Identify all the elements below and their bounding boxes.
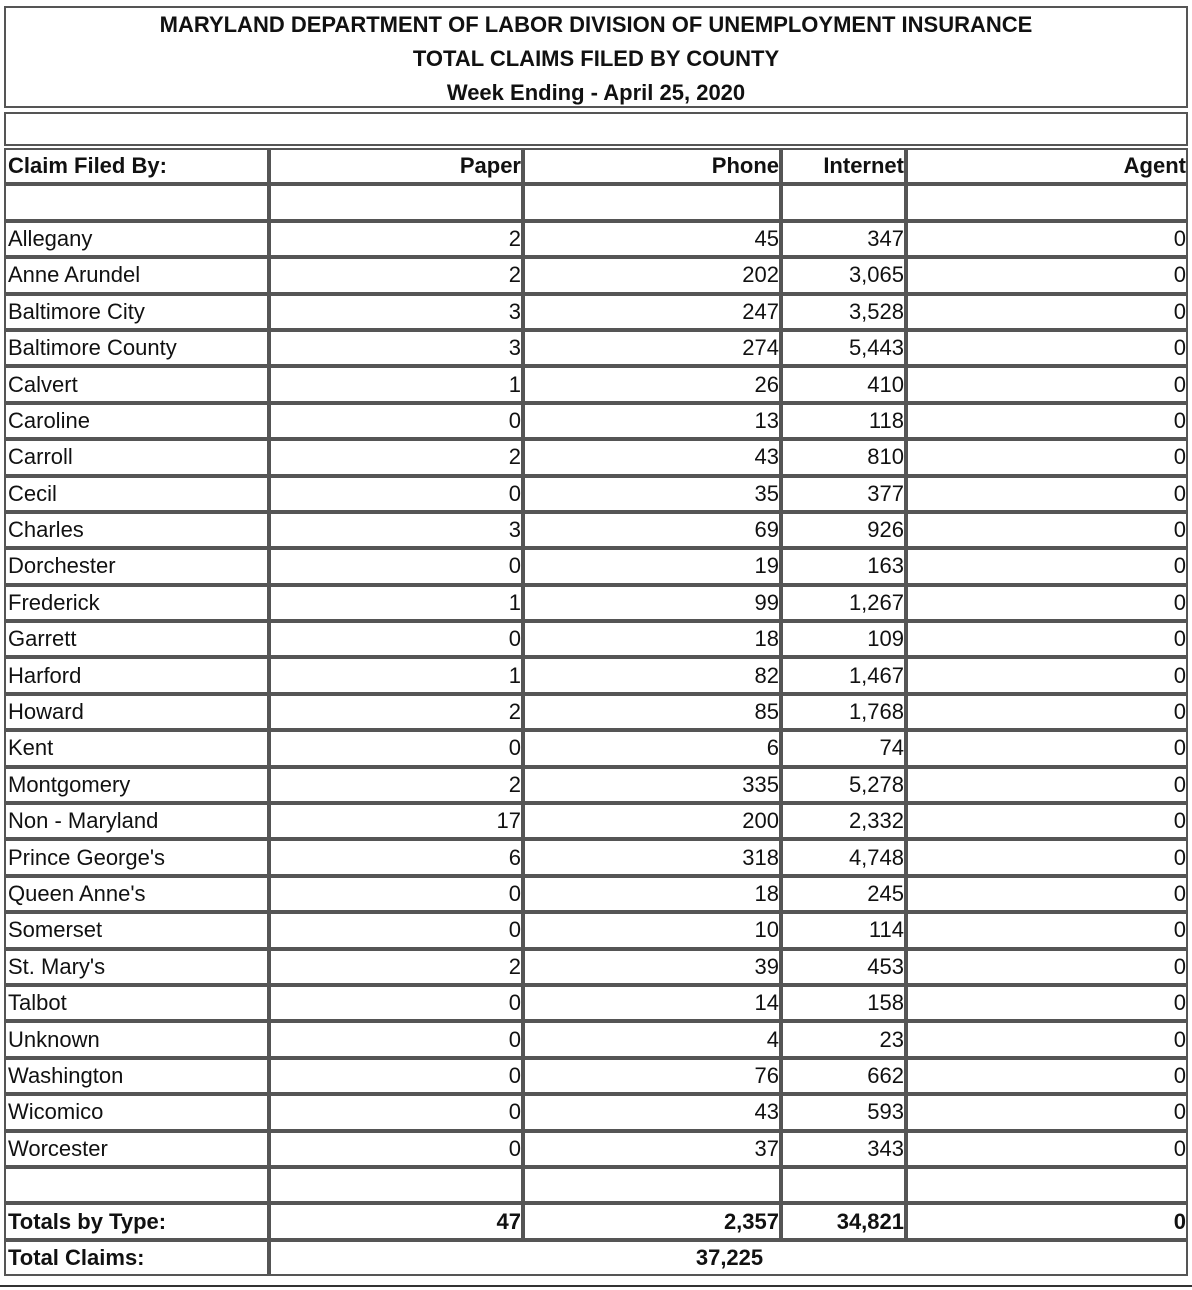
table-row <box>4 512 1188 548</box>
blank-cell <box>781 184 906 220</box>
paper-count: 0 <box>269 1131 523 1167</box>
paper-count: 0 <box>269 985 523 1021</box>
internet-count: 23 <box>781 1021 906 1057</box>
table-row <box>4 730 1188 766</box>
county-name: Worcester <box>4 1131 269 1167</box>
agent-count: 0 <box>906 512 1188 548</box>
phone-count: 14 <box>523 985 781 1021</box>
phone-count: 43 <box>523 439 781 475</box>
paper-count: 1 <box>269 585 523 621</box>
county-name: Baltimore City <box>4 294 269 330</box>
county-name: Cecil <box>4 476 269 512</box>
paper-count: 0 <box>269 548 523 584</box>
internet-count: 810 <box>781 439 906 475</box>
county-name: Somerset <box>4 912 269 948</box>
paper-count: 17 <box>269 803 523 839</box>
agent-count: 0 <box>906 621 1188 657</box>
county-name: Frederick <box>4 585 269 621</box>
agent-count: 0 <box>906 366 1188 402</box>
bottom-divider <box>0 1285 1192 1287</box>
county-name: Unknown <box>4 1021 269 1057</box>
phone-count: 4 <box>523 1021 781 1057</box>
internet-count: 1,768 <box>781 694 906 730</box>
table-row <box>4 767 1188 803</box>
phone-count: 247 <box>523 294 781 330</box>
blank-row <box>4 1167 1188 1203</box>
table-row <box>4 803 1188 839</box>
paper-count: 2 <box>269 949 523 985</box>
agent-count: 0 <box>906 985 1188 1021</box>
phone-count: 13 <box>523 403 781 439</box>
agent-count: 0 <box>906 730 1188 766</box>
paper-count: 0 <box>269 476 523 512</box>
paper-count: 0 <box>269 403 523 439</box>
total-internet: 34,821 <box>781 1203 906 1239</box>
paper-count: 6 <box>269 839 523 875</box>
county-name: Montgomery <box>4 767 269 803</box>
paper-count: 2 <box>269 694 523 730</box>
paper-count: 0 <box>269 621 523 657</box>
blank-cell <box>269 1167 523 1203</box>
blank-cell <box>523 1167 781 1203</box>
phone-count: 26 <box>523 366 781 402</box>
blank-cell <box>269 184 523 220</box>
paper-count: 0 <box>269 1094 523 1130</box>
total-claims-label: Total Claims: <box>4 1240 269 1276</box>
internet-count: 926 <box>781 512 906 548</box>
internet-count: 74 <box>781 730 906 766</box>
phone-count: 39 <box>523 949 781 985</box>
agent-count: 0 <box>906 839 1188 875</box>
county-name: Kent <box>4 730 269 766</box>
county-name: Carroll <box>4 439 269 475</box>
column-header-row <box>4 148 1188 184</box>
claims-table <box>4 148 1188 1276</box>
agent-count: 0 <box>906 257 1188 293</box>
county-name: St. Mary's <box>4 949 269 985</box>
county-name: Washington <box>4 1058 269 1094</box>
agent-count: 0 <box>906 657 1188 693</box>
paper-count: 2 <box>269 439 523 475</box>
phone-count: 82 <box>523 657 781 693</box>
agent-count: 0 <box>906 294 1188 330</box>
report-header <box>4 6 1188 108</box>
table-row <box>4 403 1188 439</box>
total-agent: 0 <box>906 1203 1188 1239</box>
paper-count: 0 <box>269 876 523 912</box>
county-name: Queen Anne's <box>4 876 269 912</box>
internet-count: 1,267 <box>781 585 906 621</box>
internet-count: 109 <box>781 621 906 657</box>
internet-count: 343 <box>781 1131 906 1167</box>
county-name: Harford <box>4 657 269 693</box>
agent-count: 0 <box>906 876 1188 912</box>
agent-count: 0 <box>906 439 1188 475</box>
col-header-phone: Phone <box>523 148 781 184</box>
county-name: Garrett <box>4 621 269 657</box>
table-row <box>4 585 1188 621</box>
internet-count: 1,467 <box>781 657 906 693</box>
report-title: MARYLAND DEPARTMENT OF LABOR DIVISION OF UNEMPLOYMENT INSURANCE <box>159 12 1033 37</box>
internet-count: 410 <box>781 366 906 402</box>
internet-count: 118 <box>781 403 906 439</box>
county-name: Calvert <box>4 366 269 402</box>
phone-count: 274 <box>523 330 781 366</box>
paper-count: 1 <box>269 366 523 402</box>
phone-count: 45 <box>523 221 781 257</box>
agent-count: 0 <box>906 1058 1188 1094</box>
blank-cell <box>906 184 1188 220</box>
blank-cell <box>4 184 269 220</box>
paper-count: 3 <box>269 294 523 330</box>
table-row <box>4 839 1188 875</box>
phone-count: 202 <box>523 257 781 293</box>
agent-count: 0 <box>906 476 1188 512</box>
internet-count: 163 <box>781 548 906 584</box>
spacer-bar <box>4 112 1188 146</box>
internet-count: 158 <box>781 985 906 1021</box>
table-row <box>4 476 1188 512</box>
table-row <box>4 621 1188 657</box>
report-week-ending: Week Ending - April 25, 2020 <box>446 80 746 105</box>
county-name: Non - Maryland <box>4 803 269 839</box>
paper-count: 0 <box>269 912 523 948</box>
county-name: Charles <box>4 512 269 548</box>
phone-count: 43 <box>523 1094 781 1130</box>
paper-count: 2 <box>269 257 523 293</box>
county-name: Dorchester <box>4 548 269 584</box>
phone-count: 85 <box>523 694 781 730</box>
phone-count: 37 <box>523 1131 781 1167</box>
table-row <box>4 1021 1188 1057</box>
phone-count: 200 <box>523 803 781 839</box>
county-name: Caroline <box>4 403 269 439</box>
phone-count: 6 <box>523 730 781 766</box>
phone-count: 19 <box>523 548 781 584</box>
blank-cell <box>781 1167 906 1203</box>
blank-cell <box>906 1167 1188 1203</box>
table-row <box>4 985 1188 1021</box>
agent-count: 0 <box>906 803 1188 839</box>
table-row <box>4 912 1188 948</box>
internet-count: 453 <box>781 949 906 985</box>
internet-count: 347 <box>781 221 906 257</box>
paper-count: 0 <box>269 730 523 766</box>
blank-row <box>4 184 1188 220</box>
table-row <box>4 294 1188 330</box>
table-row <box>4 221 1188 257</box>
total-phone: 2,357 <box>523 1203 781 1239</box>
paper-count: 0 <box>269 1058 523 1094</box>
internet-count: 3,528 <box>781 294 906 330</box>
agent-count: 0 <box>906 585 1188 621</box>
phone-count: 69 <box>523 512 781 548</box>
county-name: Howard <box>4 694 269 730</box>
blank-cell <box>523 184 781 220</box>
paper-count: 0 <box>269 1021 523 1057</box>
agent-count: 0 <box>906 330 1188 366</box>
county-name: Allegany <box>4 221 269 257</box>
agent-count: 0 <box>906 694 1188 730</box>
internet-count: 593 <box>781 1094 906 1130</box>
agent-count: 0 <box>906 912 1188 948</box>
table-row <box>4 657 1188 693</box>
agent-count: 0 <box>906 1021 1188 1057</box>
table-row <box>4 330 1188 366</box>
internet-count: 662 <box>781 1058 906 1094</box>
internet-count: 5,278 <box>781 767 906 803</box>
agent-count: 0 <box>906 403 1188 439</box>
phone-count: 318 <box>523 839 781 875</box>
agent-count: 0 <box>906 1131 1188 1167</box>
county-name: Prince George's <box>4 839 269 875</box>
county-name: Baltimore County <box>4 330 269 366</box>
phone-count: 18 <box>523 621 781 657</box>
phone-count: 99 <box>523 585 781 621</box>
claims-report <box>4 6 1188 1276</box>
table-row <box>4 257 1188 293</box>
table-row <box>4 694 1188 730</box>
agent-count: 0 <box>906 767 1188 803</box>
county-name: Talbot <box>4 985 269 1021</box>
phone-count: 76 <box>523 1058 781 1094</box>
blank-cell <box>4 1167 269 1203</box>
phone-count: 18 <box>523 876 781 912</box>
table-row <box>4 548 1188 584</box>
internet-count: 3,065 <box>781 257 906 293</box>
internet-count: 114 <box>781 912 906 948</box>
internet-count: 4,748 <box>781 839 906 875</box>
agent-count: 0 <box>906 949 1188 985</box>
phone-count: 10 <box>523 912 781 948</box>
col-header-paper: Paper <box>269 148 523 184</box>
paper-count: 2 <box>269 221 523 257</box>
total-claims-row <box>4 1240 1188 1276</box>
table-row <box>4 1058 1188 1094</box>
phone-count: 335 <box>523 767 781 803</box>
table-row <box>4 366 1188 402</box>
paper-count: 2 <box>269 767 523 803</box>
col-header-claim-filed-by: Claim Filed By: <box>4 148 269 184</box>
totals-row <box>4 1203 1188 1239</box>
paper-count: 3 <box>269 330 523 366</box>
table-row <box>4 876 1188 912</box>
internet-count: 2,332 <box>781 803 906 839</box>
total-claims-value: 37,225 <box>269 1240 1188 1276</box>
totals-label: Totals by Type: <box>4 1203 269 1239</box>
col-header-agent: Agent <box>906 148 1188 184</box>
paper-count: 3 <box>269 512 523 548</box>
col-header-internet: Internet <box>781 148 906 184</box>
table-row <box>4 439 1188 475</box>
county-name: Anne Arundel <box>4 257 269 293</box>
internet-count: 5,443 <box>781 330 906 366</box>
report-subtitle: TOTAL CLAIMS FILED BY COUNTY <box>412 46 780 71</box>
agent-count: 0 <box>906 548 1188 584</box>
table-row <box>4 949 1188 985</box>
claims-table-body <box>4 148 1188 1276</box>
table-row <box>4 1094 1188 1130</box>
agent-count: 0 <box>906 1094 1188 1130</box>
paper-count: 1 <box>269 657 523 693</box>
internet-count: 245 <box>781 876 906 912</box>
county-name: Wicomico <box>4 1094 269 1130</box>
agent-count: 0 <box>906 221 1188 257</box>
phone-count: 35 <box>523 476 781 512</box>
internet-count: 377 <box>781 476 906 512</box>
table-row <box>4 1131 1188 1167</box>
total-paper: 47 <box>269 1203 523 1239</box>
